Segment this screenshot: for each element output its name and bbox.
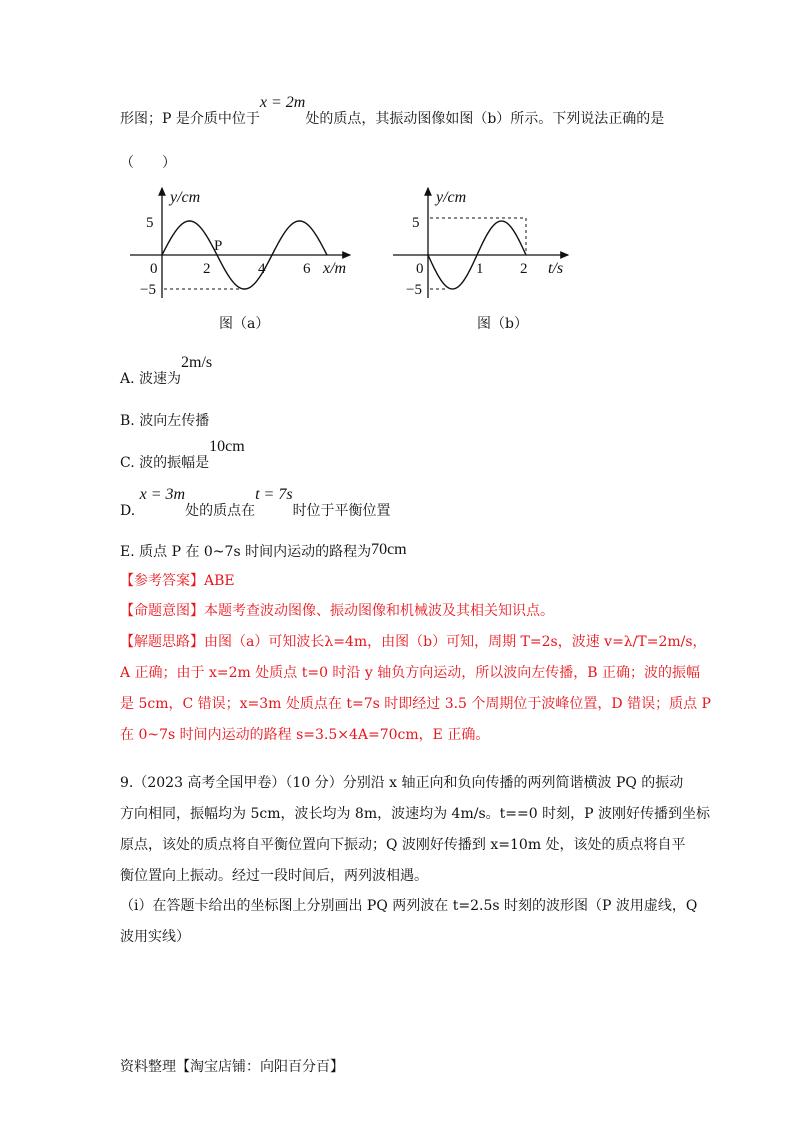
- y-axis-label: y/cm: [170, 189, 201, 206]
- y-tick-5: 5: [146, 215, 154, 231]
- intro-math-x: x = 2m: [259, 94, 306, 111]
- option-c-math: 10cm: [209, 438, 245, 455]
- solution-line-4: 在 0~7s 时间内运动的路程 s=3.5×4A=70cm，E 正确。: [120, 727, 490, 743]
- x-tick-6: 6: [303, 261, 311, 277]
- origin-label: 0: [416, 261, 424, 277]
- q9-line-5: （i）在答题卡给出的坐标图上分别画出 PQ 两列波在 t=2.5s 时刻的波形图（P 波用虚线，Q: [120, 898, 698, 914]
- y-tick-neg5: −5: [406, 282, 422, 298]
- y-tick-neg5: −5: [140, 282, 156, 298]
- q9-line-4: 衡位置向上振动。经过一段时间后，两列波相遇。: [120, 868, 428, 884]
- solution-line-3: 是 5cm，C 错误；x=3m 处质点在 t=7s 时即经过 3.5 个周期位于波峰位置，D 错误；质点 P: [120, 696, 711, 712]
- option-d-math-t: t = 7s: [255, 486, 293, 503]
- option-e: E. 质点 P 在 0~7s 时间内运动的路程为70cm: [120, 541, 407, 560]
- t-axis-label: t/s: [548, 260, 564, 277]
- origin-label: 0: [150, 261, 158, 277]
- option-b: B. 波向左传播: [120, 413, 210, 429]
- option-a-math: 2m/s: [181, 354, 213, 371]
- x-tick-4: 4: [258, 261, 266, 277]
- intro-suffix: 处的质点，其振动图像如图（b）所示。下列说法正确的是: [305, 111, 665, 127]
- solution-line-1: 【解题思路】由图（a）可知波长λ=4m，由图（b）可知，周期 T=2s，波速 v=λ/T=2m/s，: [120, 634, 707, 650]
- caption-a: 图（a）: [219, 316, 270, 332]
- intro-prefix: 形图；P 是介质中位于: [120, 111, 260, 127]
- answer-blank: （ ）: [120, 155, 176, 171]
- reference-answer: 【参考答案】ABE: [120, 573, 235, 589]
- x-axis-label: x/m: [323, 260, 347, 277]
- q9-line-6: 波用实线）: [120, 929, 190, 945]
- wave-graph-a: [120, 180, 370, 305]
- solution-line-2: A 正确；由于 x=2m 处质点 t=0 时沿 y 轴负方向运动，所以波向左传播，B 正确；波的振幅: [120, 665, 700, 681]
- footer-source: 资料整理【淘宝店铺：向阳百分百】: [120, 1059, 344, 1075]
- question-intent: 【命题意图】本题考查波动图像、振动图像和机械波及其相关知识点。: [120, 603, 554, 619]
- option-d: D. x = 3m处的质点在t = 7s时位于平衡位置: [120, 486, 391, 519]
- option-c: C. 波的振幅是10cm: [120, 438, 245, 471]
- caption-b: 图（b）: [477, 316, 528, 332]
- q9-line-1: 9.（2023 高考全国甲卷）（10 分）分别沿 x 轴正向和负向传播的两列简谐横波 PQ 的振动: [120, 775, 684, 791]
- t-tick-1: 1: [476, 261, 484, 277]
- x-tick-2: 2: [203, 261, 211, 277]
- option-a: A. 波速为2m/s: [120, 354, 213, 387]
- y-axis-label: y/cm: [436, 189, 467, 206]
- option-e-math: 70cm: [371, 541, 407, 558]
- intro-line: [120, 94, 665, 128]
- q9-line-3: 原点，该处的质点将自平衡位置向下振动；Q 波刚好传播到 x=10m 处，该处的质点将自平: [120, 837, 686, 853]
- q9-line-2: 方向相同，振幅均为 5cm，波长均为 8m，波速均为 4m/s。t==0 时刻，P 波刚好传播到坐标: [120, 806, 710, 822]
- point-p-label: P: [214, 238, 223, 254]
- t-tick-2: 2: [520, 261, 528, 277]
- y-tick-5: 5: [412, 215, 420, 231]
- option-d-math-x: x = 3m: [139, 486, 186, 503]
- vibration-graph-b: [388, 180, 588, 305]
